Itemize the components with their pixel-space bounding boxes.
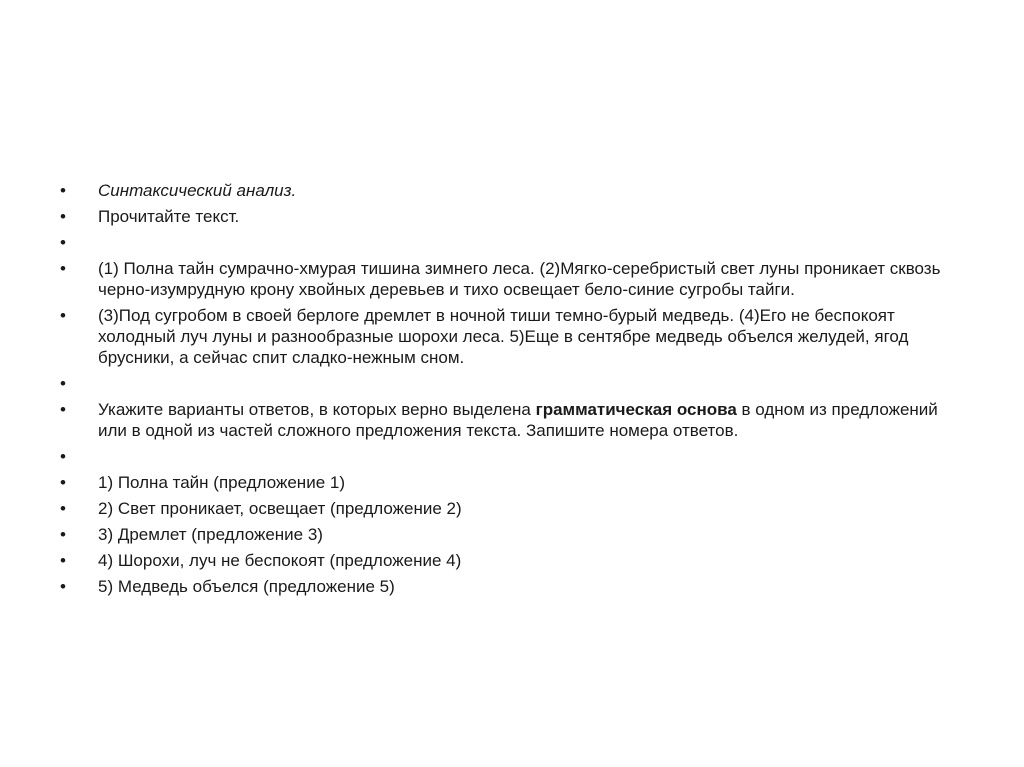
task-text-bold: грамматическая основа xyxy=(535,400,737,419)
heading-item xyxy=(60,180,950,201)
empty-item xyxy=(60,446,950,467)
instruction-text: Прочитайте текст. xyxy=(98,207,240,226)
option-item-5 xyxy=(60,576,950,597)
bullet-dot: • xyxy=(60,233,66,252)
empty-item xyxy=(60,232,950,253)
option-text-4: 4) Шорохи, луч не беспокоят (предложение 4) xyxy=(98,551,462,570)
option-text-3: 3) Дремлет (предложение 3) xyxy=(98,525,323,544)
bullet-list xyxy=(60,180,950,602)
empty-item xyxy=(60,373,950,394)
bullet-dot: • xyxy=(60,207,66,226)
task-text-before: Укажите варианты ответов, в которых верно выделена xyxy=(98,400,536,419)
paragraph-text-2: (3)Под сугробом в своей берлоге дремлет в ночной тиши темно-бурый медведь. (4)Его не беспокоят холодный луч луны и разнообразные шорохи леса. 5)Еще в сентябре медведь объелся желудей, ягод брусники, а сейчас спит сладко-нежным сном. xyxy=(98,306,909,367)
paragraph-item-1 xyxy=(60,258,950,300)
bullet-dot: • xyxy=(60,525,66,544)
bullet-dot: • xyxy=(60,447,66,466)
option-text-1: 1) Полна тайн (предложение 1) xyxy=(98,473,345,492)
task-text-after: в одном из предложений или в одной из частей сложного предложения текста. Запишите номера ответов. xyxy=(98,400,938,440)
bullet-dot: • xyxy=(60,473,66,492)
paragraph-item-2 xyxy=(60,305,950,368)
instruction-item xyxy=(60,206,950,227)
option-item-4 xyxy=(60,550,950,571)
bullet-dot: • xyxy=(60,551,66,570)
bullet-dot: • xyxy=(60,400,66,419)
bullet-dot: • xyxy=(60,306,66,325)
option-item-3 xyxy=(60,524,950,545)
task-item xyxy=(60,399,950,441)
option-text-2: 2) Свет проникает, освещает (предложение 2) xyxy=(98,499,462,518)
heading-text: Синтаксический анализ. xyxy=(98,181,297,200)
bullet-dot: • xyxy=(60,374,66,393)
option-text-5: 5) Медведь объелся (предложение 5) xyxy=(98,577,395,596)
bullet-dot: • xyxy=(60,499,66,518)
option-item-2 xyxy=(60,498,950,519)
bullet-dot: • xyxy=(60,259,66,278)
bullet-dot: • xyxy=(60,181,66,200)
bullet-dot: • xyxy=(60,577,66,596)
paragraph-text-1: (1) Полна тайн сумрачно-хмурая тишина зимнего леса. (2)Мягко-серебристый свет луны проникает сквозь черно-изумрудную крону хвойных деревьев и тихо освещает бело-синие сугробы тайги. xyxy=(98,259,941,299)
option-item-1 xyxy=(60,472,950,493)
